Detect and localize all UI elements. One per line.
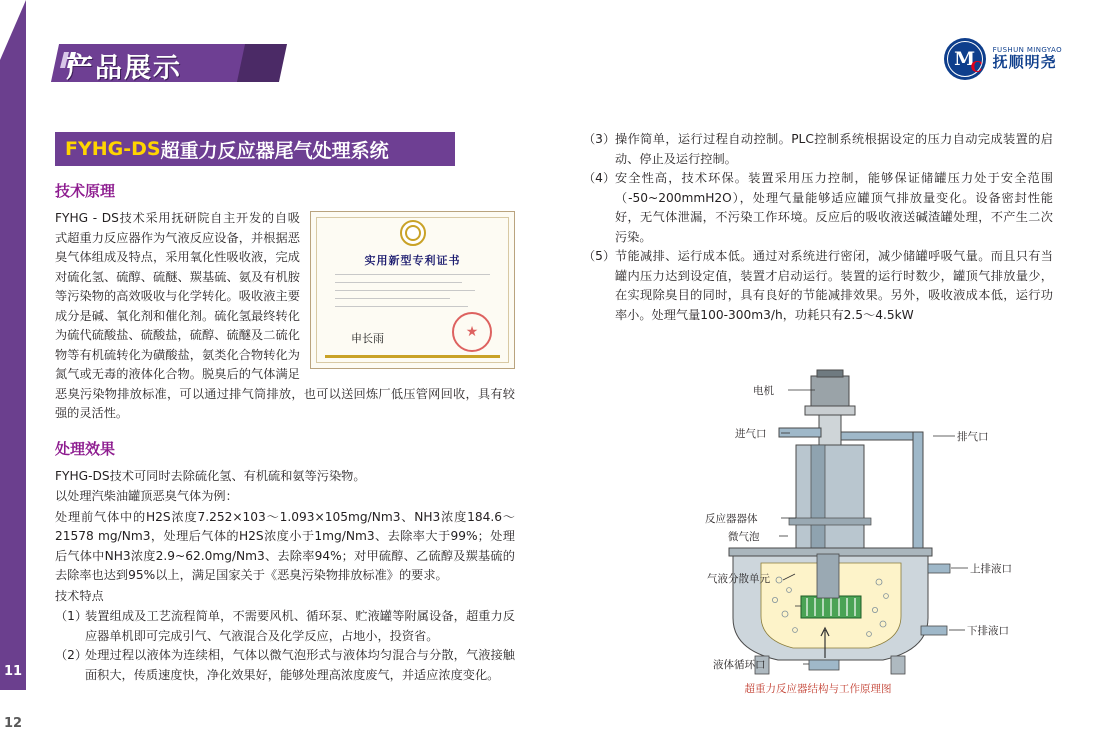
header-banner-plate-dark: [237, 44, 287, 82]
diagram-caption: 超重力反应器结构与工作原理图: [744, 683, 892, 695]
principle-block: [55, 209, 515, 424]
feature-item-5: [583, 247, 1053, 325]
label-upper-drain-port: 上排液口: [970, 563, 1012, 575]
effect-paragraph-4: 技术特点: [55, 588, 104, 603]
patent-certificate-image: [310, 211, 515, 369]
feature-item-2-number: （2）: [55, 648, 88, 662]
label-reactor-body: 反应器器体: [705, 513, 758, 525]
logo-chinese-name: 抚顺明尧: [992, 53, 1057, 72]
section-title-effect: 处理效果: [55, 439, 116, 458]
certificate-emblem-icon: [400, 220, 426, 246]
page-edge-strip: [0, 0, 26, 751]
label-liquid-circulation-port: 液体循环口: [713, 659, 766, 671]
effect-paragraph-2: 以处理汽柴油罐顶恶臭气体为例：: [55, 489, 238, 503]
logo-accent-letter: C: [970, 58, 983, 76]
feature-item-5-number: （5）: [583, 249, 616, 263]
page-number-bottom: 12: [3, 716, 23, 731]
logo-monogram: M: [954, 47, 976, 70]
effect-paragraph-1: FYHG-DS技术可同时去除硫化氢、有机硫和氨等污染物。: [55, 468, 366, 483]
right-column: [583, 130, 1053, 325]
effect-paragraph-3: 处理前气体中的H2S浓度7.252×103～1.093×105mg/Nm3、NH3浓度184.6～21578 mg/Nm3，处理后气体的H2S浓度小于1mg/Nm3、去除率大于99%；处理后气体中NH3浓度2.9~62.0mg/Nm3、去除率94%；对甲硫醇、乙硫醇及羰基硫的去除率也达到95%以上，满足国家关于《恶臭污染物排放标准》的要求。: [55, 509, 515, 582]
section-title-principle: 技术原理: [55, 182, 116, 200]
feature-item-2-text: 处理过程以液体为连续相，气体以微气泡形式与液体均匀混合与分散，气液接触面积大，传质速度快，净化效果好，能够处理高浓度废气，并适应浓度变化。: [85, 648, 515, 682]
feature-item-4-number: （4）: [583, 171, 616, 185]
feature-item-5-text: 节能减排、运行成本低。通过对系统进行密闭，减少储罐呼吸气量。而且只有当罐内压力达到设定值，装置才启动运行。装置的运行时数少，罐顶气排放量少，在实现除臭目的同时，具有良好的节能减排效果。另外，吸收液成本低，运行功率小。处理气量100-300m3/h，功耗只有2.5～4.5kW: [615, 249, 1053, 322]
left-column: [55, 180, 515, 685]
page-number-top: 11: [3, 664, 23, 679]
label-gas-inlet: 进气口: [735, 428, 767, 440]
feature-item-3-number: （3）: [583, 132, 616, 146]
feature-item-1-text: 装置组成及工艺流程简单，不需要风机、循环泵、贮液罐等附属设备，超重力反应器单机即可完成引气、气液混合及化学反应，占地小，投资省。: [85, 609, 515, 643]
label-exhaust-port: 排气口: [957, 431, 989, 443]
certificate-text-lines: [335, 274, 490, 314]
reactor-diagram: [583, 368, 1053, 698]
certificate-stamp-icon: [452, 312, 492, 352]
feature-item-4-text: 安全性高，技术环保。装置采用压力控制，能够保证储罐压力处于安全范围（-50~200mmH2O），处理气量能够适应罐顶气排放量变化。设备密封性能好，无气体泄漏，不污染工作环境。反应后的吸收液送碱渣罐处理，不产生二次污染。: [615, 171, 1053, 244]
feature-item-1: [55, 607, 515, 646]
feature-item-4: [583, 169, 1053, 247]
logo-english-name: FUSHUN MINGYAO: [992, 46, 1062, 55]
feature-item-3-text: 操作简单，运行过程自动控制。PLC控制系统根据设定的压力自动完成装置的启动、停止及运行控制。: [615, 132, 1053, 166]
label-lower-drain-port: 下排液口: [967, 625, 1009, 637]
article-title-bar: [55, 132, 455, 166]
certificate-title: 实用新型专利证书: [364, 254, 461, 267]
purple-edge-bar: [0, 0, 26, 690]
logo-mark-icon: [944, 38, 986, 80]
label-gas-liquid-dispersion-unit: 气液分散单元: [707, 573, 770, 585]
certificate-signature: 申长雨: [351, 332, 384, 345]
reactor-diagram-svg: [583, 368, 1053, 698]
article-title-highlight: FYHG-DS: [65, 138, 161, 160]
header-banner-title: 产品展示: [66, 53, 182, 84]
certificate-footer-rule: [325, 355, 500, 358]
logo-text: [993, 46, 1062, 71]
feature-item-3: [583, 130, 1053, 169]
feature-item-2: [55, 646, 515, 685]
feature-item-1-number: （1）: [55, 609, 88, 623]
company-logo: [944, 38, 1062, 80]
label-motor: 电机: [753, 385, 774, 397]
article-title-rest: 超重力反应器尾气处理系统: [160, 139, 389, 162]
principle-paragraph: FYHG - DS技术采用抚研院自主开发的自吸式超重力反应器作为气液反应设备，并根据恶臭气体组成及特点，采用氧化性吸收液，完成对硫化氢、硫醇、硫醚、羰基硫、氨及有机胺等污染物的高效吸收与化学转化。吸收液主要成分是碱、氧化剂和催化剂。硫化氢最终转化为硫代硫酸盐、硫酸盐，硫醇、硫醚及二硫化物等有机硫转化为磺酸盐，氨类化合物转化为氮气或无毒的液体化合物。脱臭后的气体满足恶臭污染物排放标准，可以通过排气筒排放，也可以送回炼厂低压管网回收，具有较强的灵活性。: [55, 211, 515, 420]
label-micro-bubble: 微气泡: [728, 531, 760, 543]
